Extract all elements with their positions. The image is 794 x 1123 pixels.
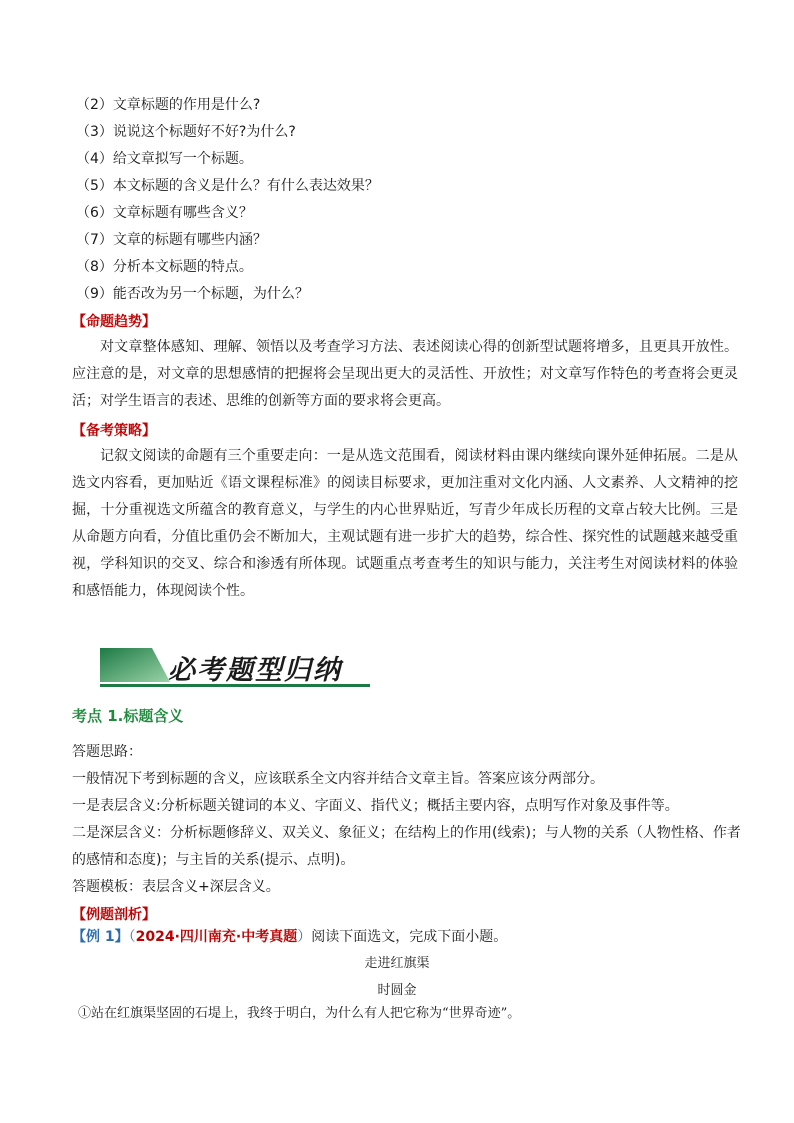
example-label: 【例 1】 [72, 929, 129, 945]
question-item: （6）文章标题有哪些含义？ [76, 205, 253, 221]
passage-first-line: ①站在红旗渠坚固的石堤上，我终于明白，为什么有人把它称为“世界奇迹”。 [78, 1006, 521, 1021]
example-paren-close: ） [297, 929, 312, 945]
question-item: （7）文章的标题有哪些内涵？ [76, 232, 267, 248]
passage-author: 时圆金 [377, 983, 417, 998]
question-item: （9）能否改为另一个标题，为什么？ [76, 286, 309, 302]
banner-shape [100, 648, 170, 682]
strategy-paragraph: 记叙文阅读的命题有三个重要走向：一是从选文范围看，阅读材料由课内继续向课外延伸拓展。二是从选文内容看，更加贴近《语文课程标准》的阅读目标要求，更加注重对文化内涵、人文素养、人文精神的挖掘，十分重视选文所蕴含的教育意义，与学生的内心世界贴近，写青少年成长历程的文章占较大比例。三是从命题方向看，分值比重仍会不断加大，主观试题有进一步扩大的趋势，综合性、探究性的试题越来越受重视，学科知识的交叉、综合和渗透有所体现。试题重点考查考生的知识与能力，关注考生对阅读材料的体验和感悟能力，体现阅读个性。 [72, 448, 738, 599]
section-banner-title: 必考题型归纳 [168, 655, 342, 686]
kaodian-line: 答题模板：表层含义+深层含义。 [72, 879, 280, 895]
example-intro-line [72, 928, 507, 946]
kaodian-line: 一般情况下考到标题的含义，应该联系全文内容并结合文章主旨。答案应该分两部分。 [72, 771, 604, 787]
trend-paragraph: 对文章整体感知、理解、领悟以及考查学习方法、表述阅读心得的创新型试题将增多，且更具开放性。应注意的是，对文章的思想感情的把握将会呈现出更大的灵活性、开放性；对文章写作特色的考查将会更灵活；对学生语言的表述、思维的创新等方面的要求将会更高。 [72, 339, 738, 409]
question-item: （4）给文章拟写一个标题。 [76, 151, 253, 167]
example-heading: 【例题剖析】 [72, 907, 156, 923]
question-item: （3）说说这个标题好不好?为什么? [76, 124, 296, 140]
kaodian-line: 答题思路： [72, 744, 142, 760]
question-item: （8）分析本文标题的特点。 [76, 259, 253, 275]
strategy-heading: 【备考策略】 [72, 423, 156, 439]
passage-title: 走进红旗渠 [364, 956, 430, 971]
example-paren-open: （ [128, 929, 136, 945]
question-item: （5）本文标题的含义是什么？有什么表达效果？ [76, 178, 379, 194]
question-item: （2）文章标题的作用是什么? [76, 97, 261, 113]
kaodian-line: 二是深层含义：分析标题修辞义、双关义、象征义；在结构上的作用(线索)；与人物的关系（人物性格、作者的感情和态度)；与主旨的关系(提示、点明)。 [72, 825, 741, 868]
kaodian-line: 一是表层含义:分析标题关键词的本义、字面义、指代义；概括主要内容，点明写作对象及事件等。 [72, 798, 679, 814]
kaodian-title: 考点 1.标题含义 [72, 707, 184, 725]
trend-heading: 【命题趋势】 [72, 314, 156, 330]
example-instruction: 阅读下面选文，完成下面小题。 [311, 929, 508, 945]
example-source: 2024·四川南充·中考真题 [135, 929, 298, 945]
